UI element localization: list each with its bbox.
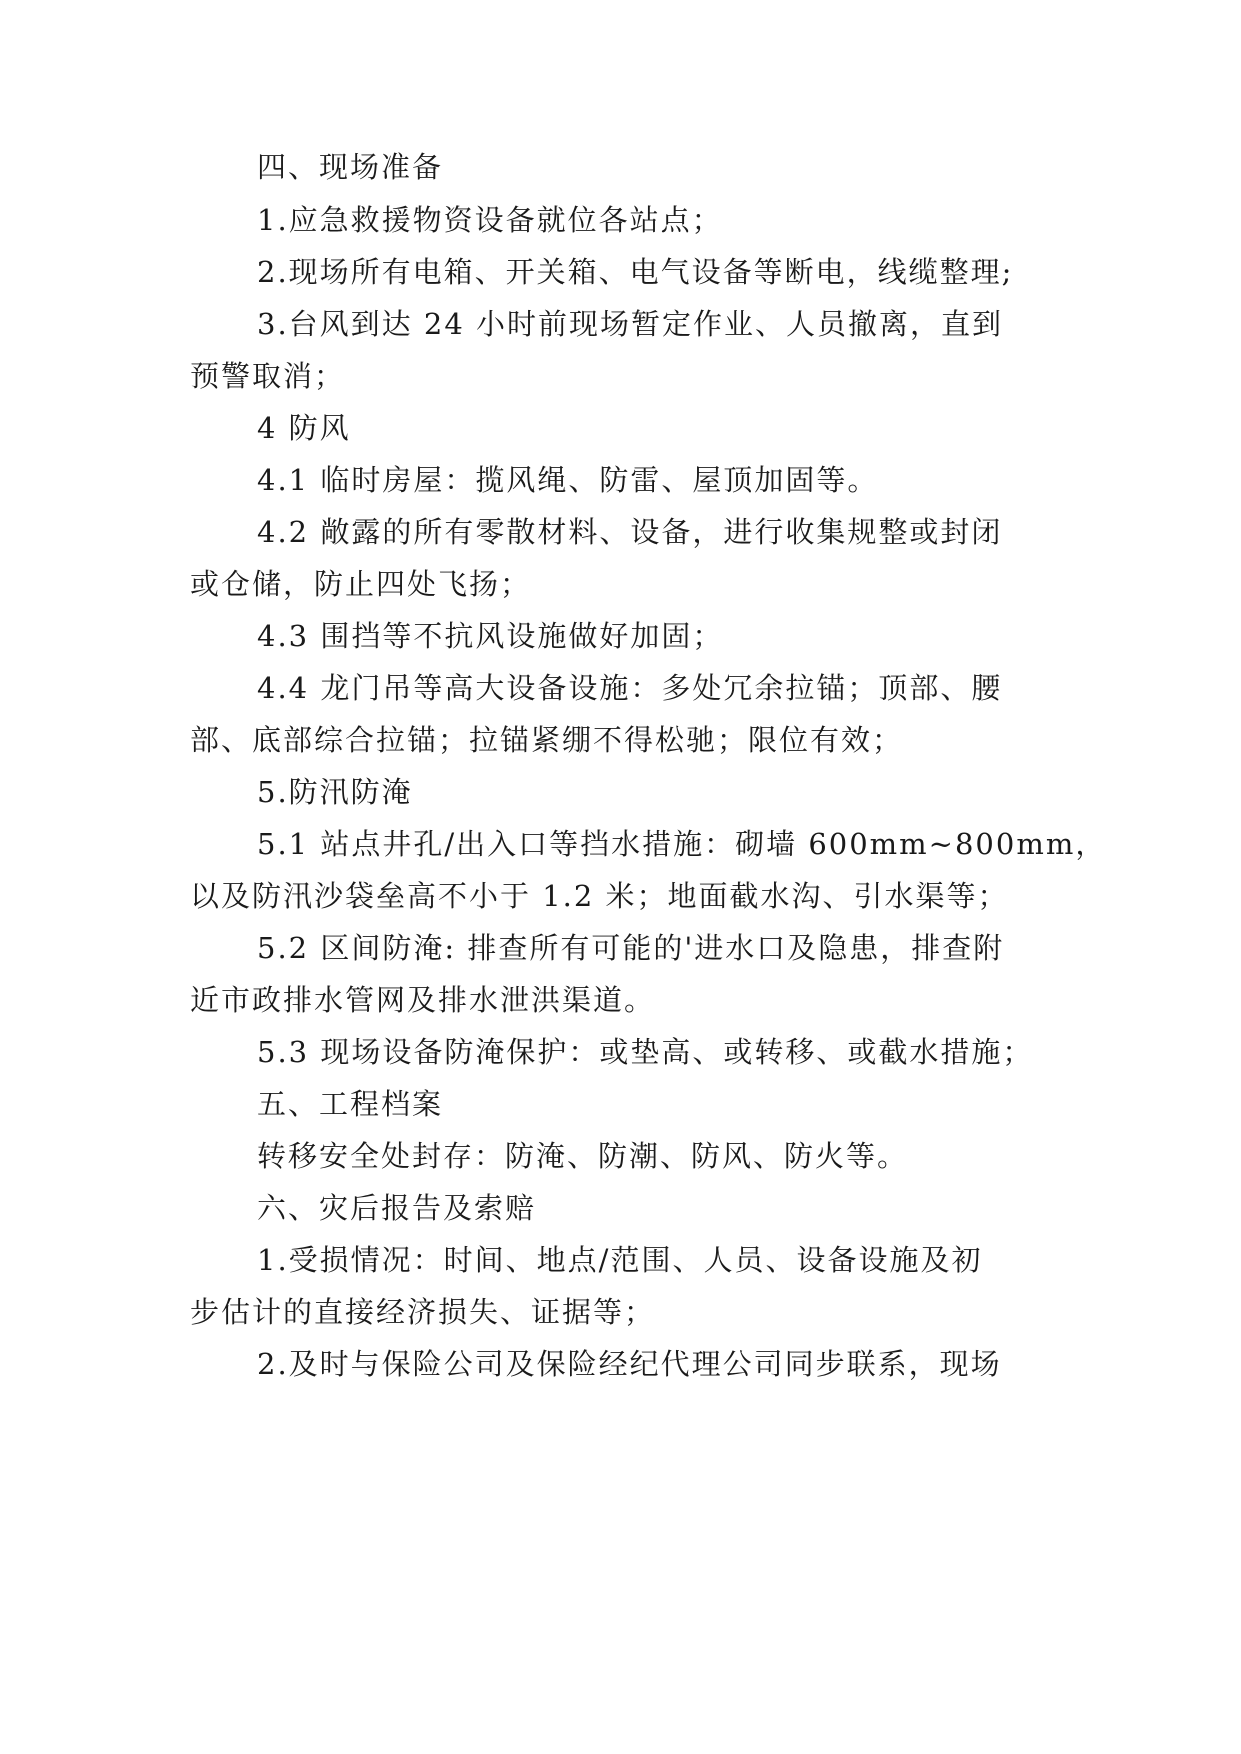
section-heading-project-archives: 五、工程档案 [257, 1087, 444, 1121]
paragraph-line: 1.受损情况：时间、地点/范围、人员、设备设施及初 [257, 1243, 983, 1277]
paragraph-line: 转移安全处封存：防淹、防潮、防风、防火等。 [257, 1139, 909, 1173]
paragraph-line-continued: 近市政排水管网及排水泄洪渠道。 [190, 983, 656, 1017]
paragraph-line: 1.应急救援物资设备就位各站点； [257, 203, 723, 237]
section-heading-site-preparation: 四、现场准备 [257, 150, 444, 184]
paragraph-line: 3.台风到达 24 小时前现场暂定作业、人员撤离，直到 [257, 307, 1004, 341]
section-heading-post-disaster-report: 六、灾后报告及索赔 [257, 1191, 537, 1225]
paragraph-line: 4.2 敞露的所有零散材料、设备，进行收集规整或封闭 [257, 515, 1003, 549]
paragraph-line: 4.4 龙门吊等高大设备设施：多处冗余拉锚；顶部、腰 [257, 671, 1003, 705]
paragraph-line-continued: 部、底部综合拉锚；拉锚紧绷不得松驰；限位有效； [190, 723, 904, 757]
paragraph-line: 4.3 围挡等不抗风设施做好加固； [257, 619, 724, 653]
paragraph-line: 5.2 区间防淹: 排查所有可能的'进水口及隐患，排查附 [257, 931, 1005, 965]
paragraph-line-continued: 以及防汛沙袋垒高不小于 1.2 米；地面截水沟、引水渠等； [190, 879, 1009, 913]
paragraph-line-continued: 预警取消； [190, 359, 346, 393]
paragraph-line: 5.1 站点井孔/出入口等挡水措施：砌墙 600mm~800mm， [257, 827, 1107, 861]
paragraph-line: 4.1 临时房屋：揽风绳、防雷、屋顶加固等。 [257, 463, 879, 497]
paragraph-line: 2.现场所有电箱、开关箱、电气设备等断电，线缆整理; [257, 255, 1014, 289]
subsection-heading-flood-protection: 5.防汛防淹 [257, 775, 413, 809]
paragraph-line: 5.3 现场设备防淹保护：或垫高、或转移、或截水措施； [257, 1035, 1034, 1069]
paragraph-line-continued: 步估计的直接经济损失、证据等； [190, 1295, 656, 1329]
paragraph-line: 2.及时与保险公司及保险经纪代理公司同步联系，现场 [257, 1347, 1002, 1381]
subsection-heading-wind-protection: 4 防风 [257, 411, 351, 445]
paragraph-line-continued: 或仓储，防止四处飞扬； [190, 567, 532, 601]
